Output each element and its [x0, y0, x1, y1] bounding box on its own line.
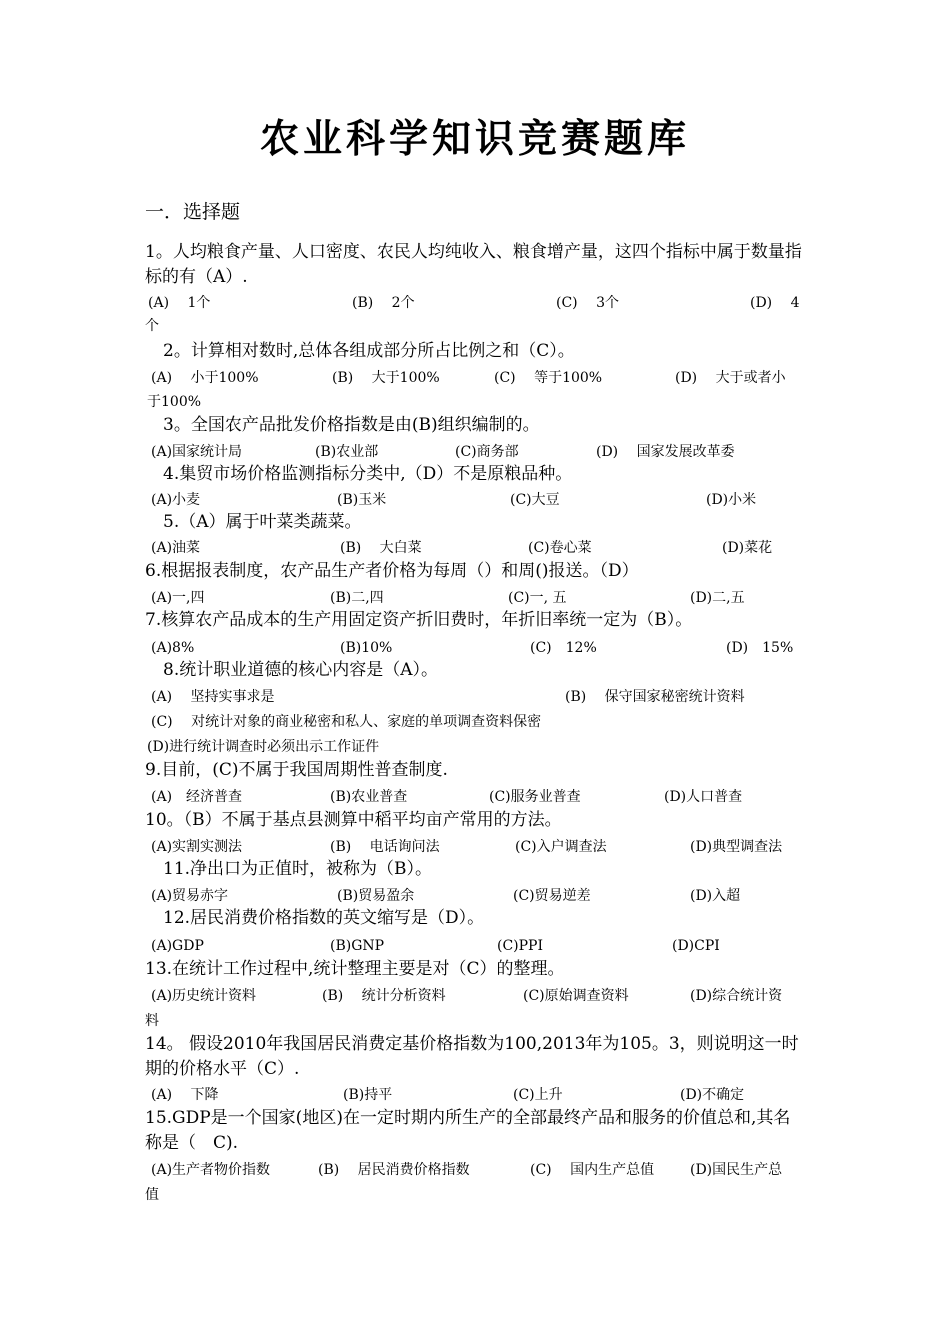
- question-8: 8.统计职业道德的核心内容是（A）。: [163, 660, 438, 680]
- option-4b: (B)玉米: [337, 492, 387, 508]
- option-11b: (B)贸易盈余: [337, 888, 415, 904]
- option-3d: (D) 国家发展改革委: [596, 444, 735, 460]
- option-6c: (C)一, 五: [508, 590, 567, 606]
- question-9: 9.目前，(C)不属于我国周期性普查制度.: [145, 760, 448, 780]
- option-3c: (C)商务部: [455, 444, 519, 460]
- question-5: 5.（A）属于叶菜类蔬菜。: [163, 512, 362, 532]
- option-15d: (D)国民生产总: [690, 1162, 783, 1178]
- option-6a: (A)一,四: [151, 590, 205, 606]
- option-10b: (B) 电话询问法: [330, 839, 440, 855]
- option-8c: (C) 对统计对象的商业秘密和私人、家庭的单项调查资料保密: [151, 714, 542, 730]
- option-13-continuation: 料: [145, 1013, 159, 1029]
- option-10d: (D)典型调查法: [690, 839, 783, 855]
- option-13a: (A)历史统计资料: [151, 988, 257, 1004]
- question-14: 14。 假设2010年我国居民消费定基价格指数为100,2013年为105。3，则说明这一时期的价格水平（C）.: [145, 1034, 799, 1079]
- question-4: 4.集贸市场价格监测指标分类中,（D）不是原粮品种。: [163, 464, 573, 484]
- question-7: 7.核算农产品成本的生产用固定资产折旧费时，年折旧率统一定为（B）。: [145, 610, 693, 630]
- question-13: 13.在统计工作过程中,统计整理主要是对（C）的整理。: [145, 959, 565, 979]
- option-7d: (D) 15%: [726, 640, 794, 656]
- option-2a: (A) 小于100%: [151, 370, 259, 386]
- option-12d: (D)CPI: [672, 938, 720, 954]
- option-9c: (C)服务业普查: [489, 789, 581, 805]
- question-15: 15.GDP是一个国家(地区)在一定时期内所生产的全部最终产品和服务的价值总和,其名称是（ C).: [145, 1108, 791, 1153]
- question-3: 3。全国农产品批发价格指数是由(B)组织编制的。: [163, 415, 540, 435]
- option-8b: (B) 保守国家秘密统计资料: [565, 689, 745, 705]
- section-heading: 一．选择题: [145, 201, 241, 223]
- option-8a: (A) 坚持实事求是: [151, 689, 275, 705]
- question-12: 12.居民消费价格指数的英文缩写是（D）。: [163, 908, 485, 928]
- option-2d: (D) 大于或者小: [675, 370, 786, 386]
- option-2c: (C) 等于100%: [494, 370, 603, 386]
- question-1: 1。人均粮食产量、人口密度、农民人均纯收入、粮食增产量，这四个指标中属于数量指标的有（A）.: [145, 242, 802, 287]
- option-14c: (C)上升: [513, 1087, 563, 1103]
- option-4d: (D)小米: [706, 492, 757, 508]
- option-15-continuation: 值: [145, 1187, 159, 1203]
- option-11a: (A)贸易赤字: [151, 888, 229, 904]
- option-14b: (B)持平: [343, 1087, 393, 1103]
- option-1d: (D) 4: [750, 295, 800, 311]
- option-5a: (A)油菜: [151, 540, 201, 556]
- option-1a: (A) 1个: [148, 295, 211, 311]
- option-14d: (D)不确定: [680, 1087, 745, 1103]
- option-3b: (B)农业部: [315, 444, 379, 460]
- question-6: 6.根据报表制度，农产品生产者价格为每周（）和周()报送。（D）: [145, 561, 639, 581]
- option-10a: (A)实割实测法: [151, 839, 243, 855]
- option-14a: (A) 下降: [151, 1087, 219, 1103]
- option-4a: (A)小麦: [151, 492, 201, 508]
- option-9b: (B)农业普查: [330, 789, 408, 805]
- option-2b: (B) 大于100%: [332, 370, 440, 386]
- option-11c: (C)贸易逆差: [513, 888, 591, 904]
- option-15a: (A)生产者物价指数: [151, 1162, 271, 1178]
- option-13c: (C)原始调查资料: [523, 988, 629, 1004]
- option-4c: (C)大豆: [510, 492, 560, 508]
- option-12b: (B)GNP: [330, 938, 385, 954]
- option-15b: (B) 居民消费价格指数: [318, 1162, 470, 1178]
- option-5d: (D)菜花: [722, 540, 773, 556]
- option-9a: (A) 经济普查: [151, 789, 243, 805]
- option-13d: (D)综合统计资: [690, 988, 783, 1004]
- option-2-continuation: 于100%: [147, 394, 202, 410]
- option-9d: (D)人口普查: [664, 789, 743, 805]
- option-6d: (D)二,五: [690, 590, 745, 606]
- option-3a: (A)国家统计局: [151, 444, 243, 460]
- option-15c: (C) 国内生产总值: [530, 1162, 655, 1178]
- option-1c: (C) 3个: [556, 295, 619, 311]
- question-11: 11.净出口为正值时，被称为（B）。: [163, 859, 433, 879]
- option-12c: (C)PPI: [497, 938, 544, 954]
- option-1b: (B) 2个: [352, 295, 415, 311]
- option-7a: (A)8%: [151, 640, 195, 656]
- option-13b: (B) 统计分析资料: [322, 988, 446, 1004]
- option-5c: (C)卷心菜: [528, 540, 592, 556]
- option-8d: (D)进行统计调查时必须出示工作证件: [147, 739, 380, 755]
- page-title: 农业科学知识竞赛题库: [259, 116, 690, 162]
- option-7b: (B)10%: [340, 640, 393, 656]
- option-10c: (C)入户调查法: [515, 839, 607, 855]
- option-5b: (B) 大白菜: [340, 540, 422, 556]
- option-12a: (A)GDP: [151, 938, 204, 954]
- option-11d: (D)入超: [690, 888, 741, 904]
- question-2: 2。计算相对数时,总体各组成部分所占比例之和（C）。: [163, 341, 575, 361]
- option-6b: (B)二,四: [330, 590, 384, 606]
- option-7c: (C) 12%: [530, 640, 597, 656]
- question-10: 10。（B）不属于基点县测算中稻平均亩产常用的方法。: [145, 810, 562, 830]
- option-1-continuation: 个: [145, 318, 159, 334]
